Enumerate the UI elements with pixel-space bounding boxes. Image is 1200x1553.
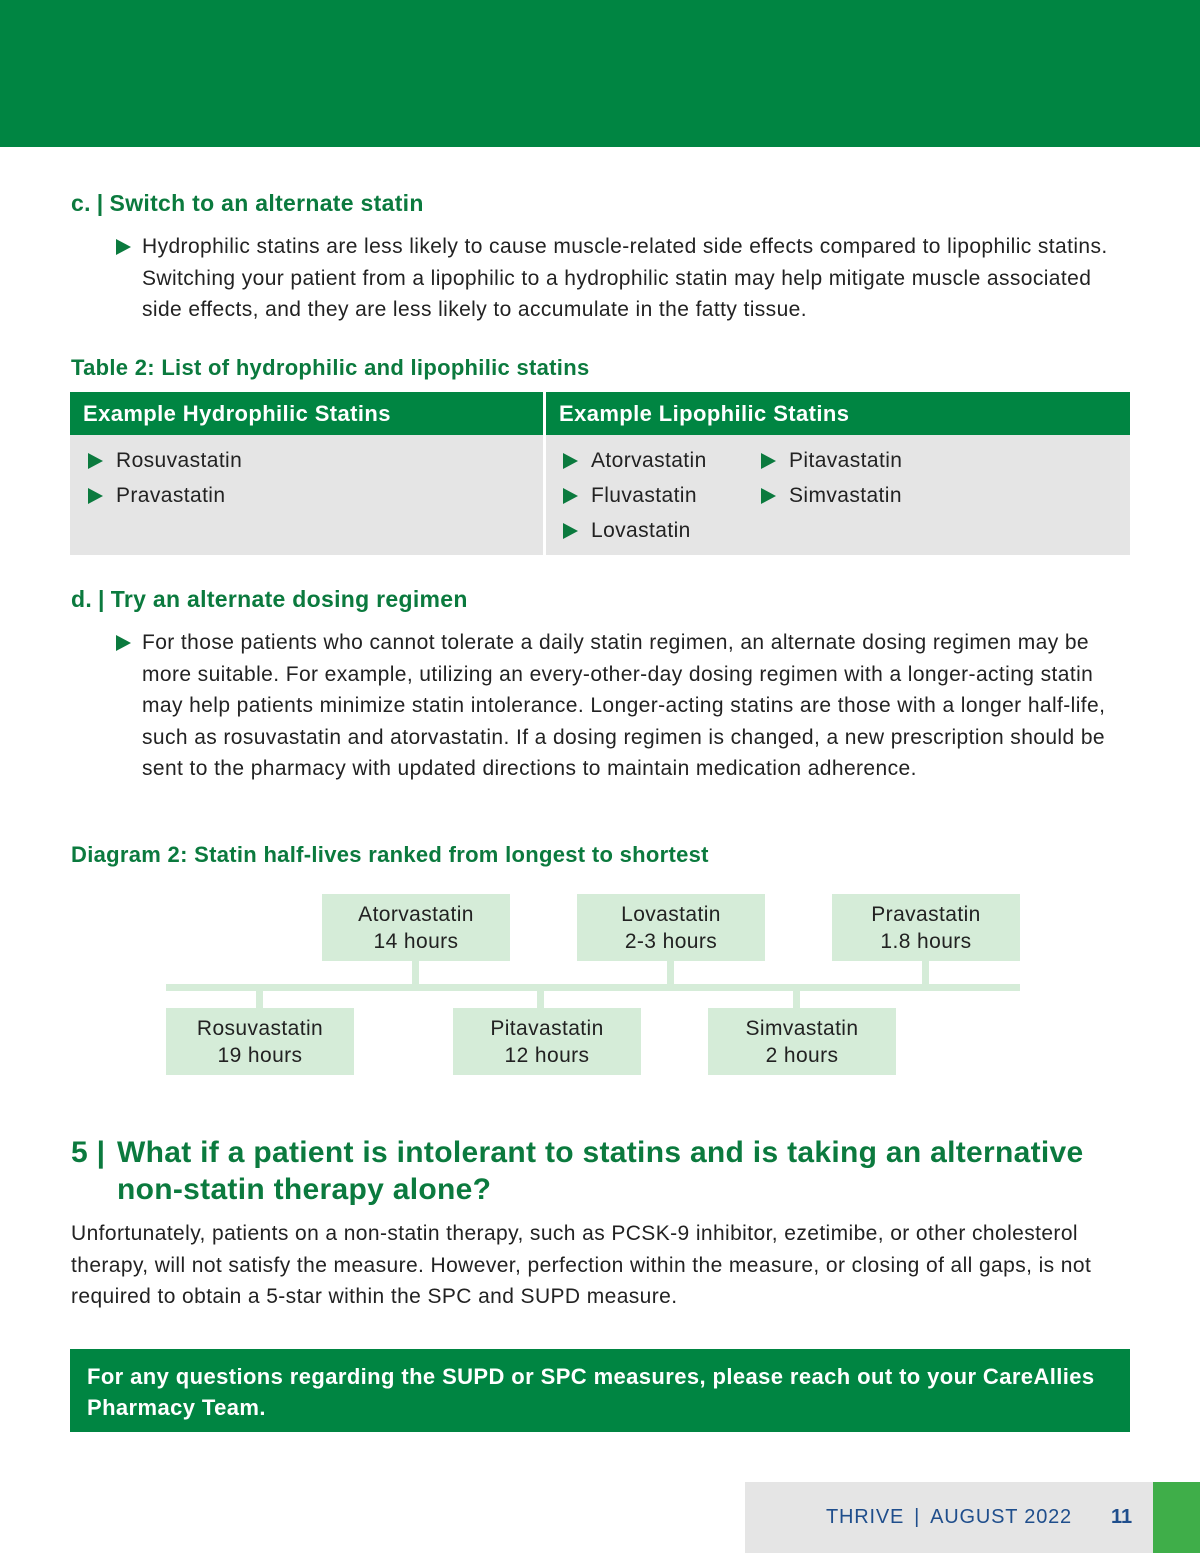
- footer-accent-bar: [1153, 1482, 1200, 1553]
- statin-box-lovastatin: [577, 894, 765, 961]
- statin-name: Pravastatin: [871, 903, 981, 926]
- statin-half-life: 12 hours: [504, 1044, 590, 1067]
- section-d-bullet: [116, 627, 1136, 785]
- page-number: 11: [1111, 1506, 1133, 1528]
- list-item: Pravastatin: [88, 484, 225, 508]
- footer-separator: |: [914, 1506, 921, 1528]
- triangle-bullet-icon: [563, 488, 578, 504]
- statin-name: Rosuvastatin: [196, 1017, 324, 1040]
- list-item: Lovastatin: [563, 519, 691, 543]
- triangle-bullet-icon: [116, 635, 131, 651]
- section-d-separator: |: [98, 586, 105, 612]
- list-item: Atorvastatin: [563, 449, 707, 473]
- triangle-bullet-icon: [761, 453, 776, 469]
- header-band: [0, 0, 1200, 147]
- section-c-heading: [71, 190, 424, 217]
- half-life-diagram: [0, 880, 1200, 1090]
- lipophilic-header: Example Lipophilic Statins: [546, 392, 1130, 435]
- statin-box-pravastatin: [832, 894, 1020, 961]
- statin-table: [70, 392, 1130, 555]
- list-item: Pitavastatin: [761, 449, 902, 473]
- triangle-bullet-icon: [563, 523, 578, 539]
- statin-half-life: 19 hours: [217, 1044, 303, 1067]
- diagram-2-caption: Diagram 2: Statin half-lives ranked from longest to shortest: [71, 842, 709, 867]
- table-2-caption: Table 2: List of hydrophilic and lipophilic statins: [71, 355, 590, 380]
- section-d-heading: [71, 586, 468, 613]
- triangle-bullet-icon: [88, 453, 103, 469]
- connector-line: [256, 990, 263, 1008]
- timeline-bar: [166, 984, 1020, 991]
- triangle-bullet-icon: [761, 488, 776, 504]
- statin-box-rosuvastatin: [166, 1008, 354, 1075]
- hydrophilic-header: Example Hydrophilic Statins: [70, 392, 543, 435]
- statin-box-simvastatin: [708, 1008, 896, 1075]
- statin-name: Atorvastatin: [358, 903, 474, 926]
- hydrophilic-list: [70, 435, 543, 555]
- section-5-body: Unfortunately, patients on a non-statin therapy, such as PCSK-9 inhibitor, ezetimibe, or other cholesterol therapy, will not satisfy the measure. However, perfection within the measure, or closing of all gaps, is not required to obtain a 5-star within the SPC and SUPD measure.: [71, 1222, 1092, 1308]
- connector-line: [412, 961, 419, 985]
- section-d-bullet-text: For those patients who cannot tolerate a daily statin regimen, an alternate dosing regimen may be more suitable. For example, utilizing an every-other-day dosing regimen with a longer-acting statin may help patients minimize statin intolerance. Longer-acting statins are those with a longer half-life, such as rosuvastatin and atorvastatin. If a dosing regimen is changed, a new prescription should be sent to the pharmacy with updated directions to maintain medication adherence.: [142, 631, 1106, 780]
- statin-name: Simvastatin: [745, 1017, 859, 1040]
- section-c-title: Switch to an alternate statin: [109, 190, 424, 216]
- section-c-bullet-text: Hydrophilic statins are less likely to cause muscle-related side effects compared to lipophilic statins. Switching your patient from a lipophilic to a hydrophilic statin may help mitigate muscle associated side effects, and they are less likely to accumulate in the fatty tissue.: [142, 235, 1108, 321]
- triangle-bullet-icon: [88, 488, 103, 504]
- statin-half-life: 1.8 hours: [880, 930, 972, 953]
- lipophilic-column: [546, 392, 1130, 555]
- hydrophilic-column: [70, 392, 543, 555]
- statin-half-life: 2-3 hours: [624, 930, 718, 953]
- section-5-heading: [71, 1134, 1131, 1208]
- section-c-letter: c.: [71, 190, 91, 216]
- section-d-letter: d.: [71, 586, 93, 612]
- issue-date: AUGUST 2022: [930, 1506, 1072, 1528]
- connector-line: [793, 990, 800, 1008]
- connector-line: [667, 961, 674, 985]
- statin-half-life: 14 hours: [373, 930, 459, 953]
- statin-name: Pitavastatin: [490, 1017, 604, 1040]
- lipophilic-list: [546, 435, 1130, 555]
- connector-line: [537, 990, 544, 1008]
- section-5-title: What if a patient is intolerant to statins and is taking an alternative non-statin therapy alone?: [117, 1136, 1084, 1206]
- list-item: Fluvastatin: [563, 484, 697, 508]
- section-c-bullet: [116, 231, 1136, 326]
- statin-half-life: 2 hours: [765, 1044, 839, 1067]
- statin-box-atorvastatin: [322, 894, 510, 961]
- section-c-separator: |: [96, 190, 104, 216]
- publication-name: THRIVE: [826, 1506, 905, 1528]
- statin-box-pitavastatin: [453, 1008, 641, 1075]
- list-item: Simvastatin: [761, 484, 902, 508]
- connector-line: [922, 961, 929, 985]
- statin-name: Lovastatin: [621, 903, 721, 926]
- section-d-title: Try an alternate dosing regimen: [110, 586, 468, 612]
- footer-publication-line: [826, 1506, 1072, 1529]
- triangle-bullet-icon: [116, 239, 131, 255]
- contact-callout: For any questions regarding the SUPD or SPC measures, please reach out to your CareAllies Pharmacy Team.: [70, 1349, 1130, 1432]
- triangle-bullet-icon: [563, 453, 578, 469]
- list-item: Rosuvastatin: [88, 449, 242, 473]
- section-5-number: 5 |: [71, 1136, 106, 1169]
